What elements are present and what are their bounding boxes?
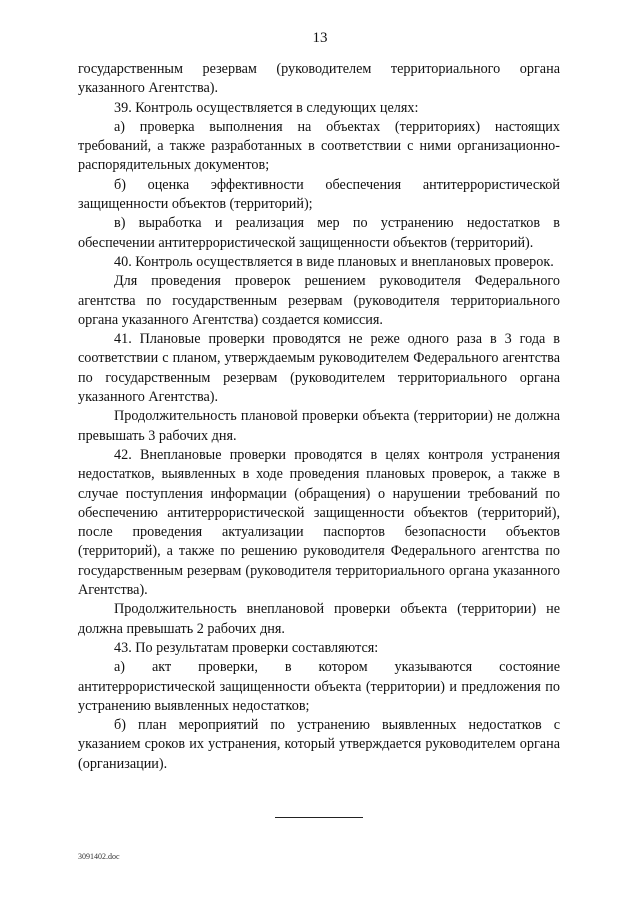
paragraph-39: 39. Контроль осуществляется в следующих целях: [114, 99, 419, 116]
paragraph-43: 43. По результатам проверки составляются: [114, 639, 379, 656]
end-rule [275, 817, 363, 818]
paragraph-39-b: б) оценка эффективности обеспечения антитеррористической защищенности объектов (территорий); [78, 176, 560, 213]
paragraph-41: 41. Плановые проверки проводятся не реже одного раза в 3 года в соответствии с планом, утверждаемым руководителем Федерального агентства по государственным резервам (руководителем территориального органа указанного Агентства). [78, 331, 560, 406]
paragraph-42: 42. Внеплановые проверки проводятся в целях контроля устранения недостатков, выявленных в ходе проведения плановых проверок, а также в случае поступления информации (обращения) о нарушении требований по обеспечению антитеррористической защищенности объектов (территорий), после проведения актуализации паспортов безопасности объектов (территорий), а также по решению руководителя Федерального агентства по государственным резервам (руководителя территориального органа указанного Агентства). [78, 446, 560, 599]
paragraph-39-a: а) проверка выполнения на объектах (территориях) настоящих требований, а также разработанных в соответствии с ними организационно-распорядительных документов; [78, 118, 560, 174]
footer-filename: 3091402.doc [78, 852, 120, 861]
paragraph-40-commission: Для проведения проверок решением руководителя Федерального агентства по государственным резервам (руководителя территориального органа указанного Агентства) создается комиссия. [78, 273, 560, 328]
paragraph-42-duration: Продолжительность внеплановой проверки объекта (территории) не должна превышать 2 рабочих дня. [78, 601, 560, 637]
paragraph-40: 40. Контроль осуществляется в виде плановых и внеплановых проверок. [114, 253, 554, 270]
paragraph-43-a: а) акт проверки, в котором указываются состояние антитеррористической защищенности объекта (территории) и предложения по устранению выявленных недостатков; [78, 659, 560, 714]
paragraph-39-v: в) выработка и реализация мер по устранению недостатков в обеспечении антитеррористической защищенности объектов (территорий). [78, 215, 560, 251]
document-body [78, 60, 560, 774]
paragraph-continuation: государственным резервам (руководителем территориального органа указанного Агентства). [78, 61, 560, 97]
page-number: 13 [312, 30, 328, 46]
paragraph-41-duration: Продолжительность плановой проверки объекта (территории) не должна превышать 3 рабочих дня. [78, 408, 560, 444]
paragraph-43-b: б) план мероприятий по устранению выявленных недостатков с указанием сроков их устранения, который утверждается руководителем органа (организации). [78, 717, 560, 772]
